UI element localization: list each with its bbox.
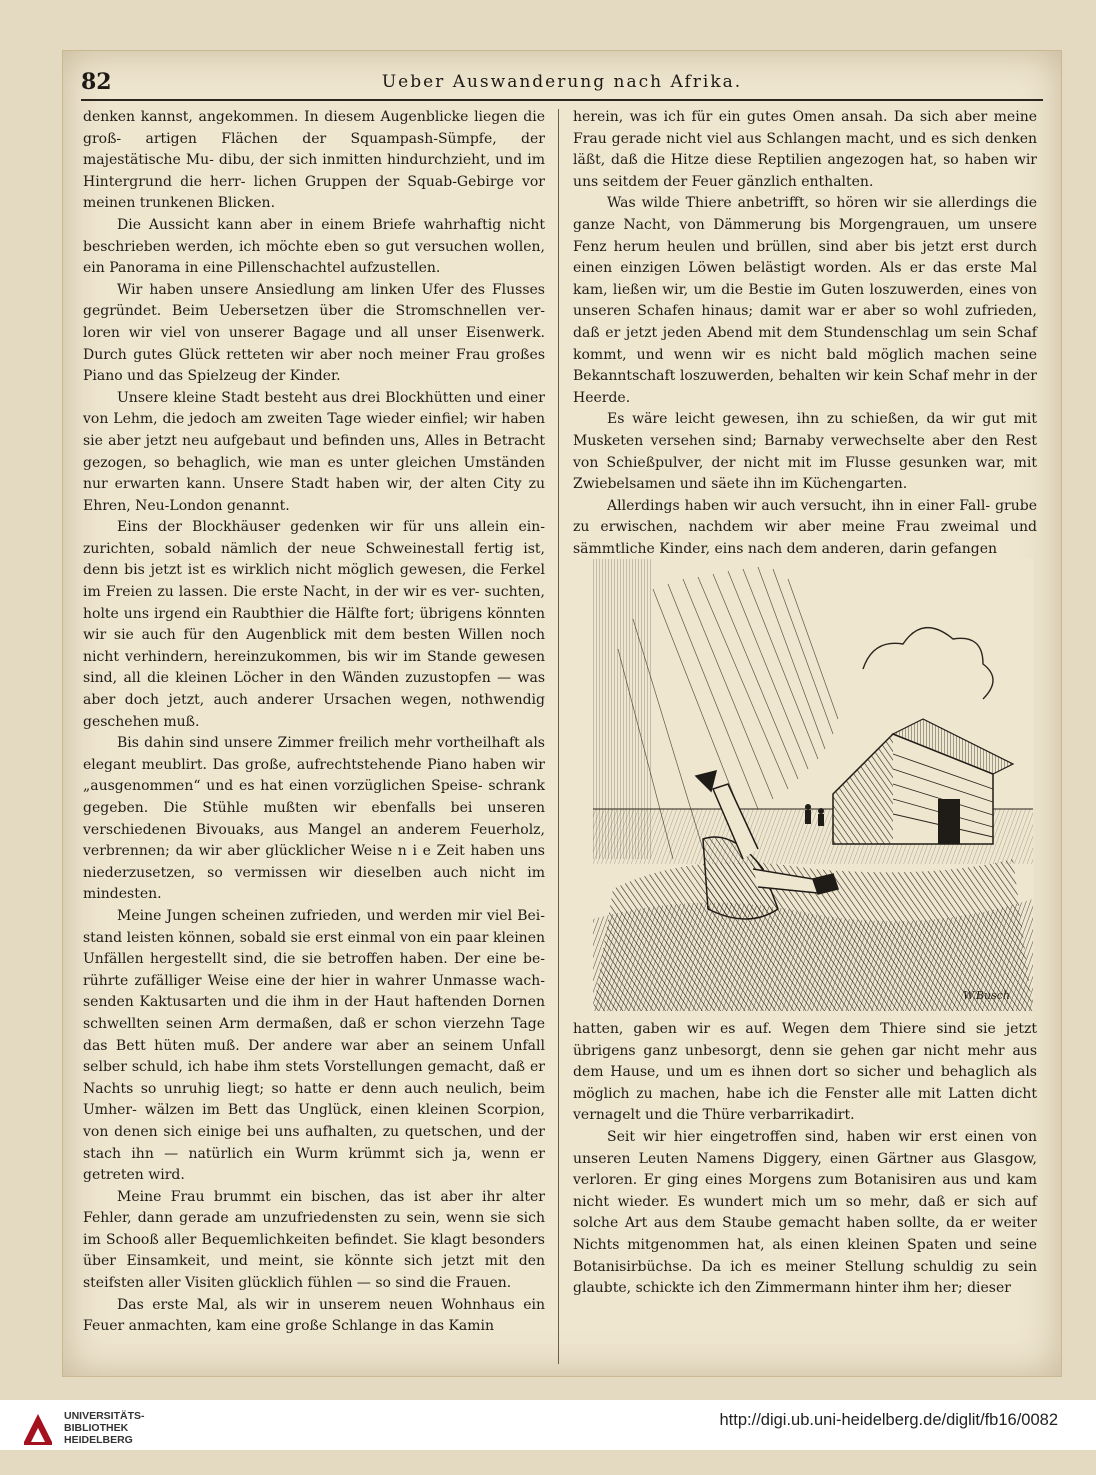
paragraph: Unsere kleine Stadt besteht aus drei Blockhütten und einer von Lehm, die jedoch am zweiten Tage wieder einfiel; wir haben sie aber jetzt neu aufgebaut und befinden uns, Alles in Betracht gezogen, so behaglich, wie man es unter gleichen Umständen nur erwarten kann. Unsere Stadt haben wir, der alten City zu Ehren, Neu-London genannt. [83,389,545,514]
paragraph: denken kannst, angekommen. In diesem Augenblicke liegen die groß- artigen Flächen der Squampash-Sümpfe, der majestätische Mu- dibu, der sich inmitten hindurchzieht, und im Hintergrund die herr- lichen Gruppen der Squab-Gebirge vor meinen trunkenen Blicken. [83,109,545,212]
paragraph: Allerdings haben wir auch versucht, ihn in einer Fall- grube zu erwischen, nachdem wir aber meine Frau zweimal und sämmtliche Kinder, eins nach dem anderen, darin gefangen [573,497,1037,557]
library-name-line: UNIVERSITÄTS- [64,1410,145,1422]
paragraph: herein, was ich für ein gutes Omen ansah. Da sich aber meine Frau gerade nicht viel aus Schlangen macht, und es sich denken läßt, daß die Hitze diese Reptilien angezogen hat, so haben wir uns seitdem der Feuer gänzlich enthalten. [573,109,1037,190]
paragraph: Wir haben unsere Ansiedlung am linken Ufer des Flusses gegründet. Beim Uebersetzen über die Stromschnellen ver- loren wir viel von unserer Bagage und all unser Eisenwerk. Durch gutes Glück retteten wir aber noch meiner Frau großes Piano und das Spielzeug der Kinder. [83,281,545,385]
paragraph: Die Aussicht kann aber in einem Briefe wahrhaftig nicht beschrieben werden, ich möchte eben so gut versuchen wollen, ein Panorama in eine Pillenschachtel aufzustellen. [83,216,545,277]
page-header [81,67,1043,97]
paragraph: Was wilde Thiere anbetrifft, so hören wir sie allerdings die ganze Nacht, von Dämmerung bis Morgengrauen, um unsere Fenz herum heulen und brüllen, sind aber bis jetzt erst durch einen einzigen Löwen belästigt worden. Als er das erste Mal kam, ließen wir, um die Bestie im Guten loszuwerden, eines von unseren Schafen hinaus; damit war er aber so wohl zufrieden, daß er jetzt jeden Abend mit dem Stundenschlag um sein Schaf kommt, und wenn wir es nicht bald möglich machen seine Bekanntschaft loszuwerden, behalten wir kein Schaf mehr in der Heerde. [573,195,1037,406]
right-column-bottom [573,1019,1037,1300]
library-name-line: BIBLIOTHEK [64,1422,129,1434]
university-logo-icon[interactable] [18,1408,58,1448]
column-divider [558,109,559,1364]
paragraph: Eins der Blockhäuser gedenken wir für uns allein ein- zurichten, sobald nämlich der neue Schweinestall fertig ist, denn bis jetzt ist es wirklich nicht möglich gewesen, die Ferkel im Freien zu lassen. Die erste Nacht, in der wir es ver- suchten, holte uns irgend ein Raubthier die Hälfte fort; übrigens könnten wir sie auch für den Augenblick mit dem besten Willen noch nicht verhindern, hereinzukommen, bis wir im Stande gewesen sind, all die kleinen Löcher in den Wänden zuzustopfen — was aber doch jetzt, auch anderer Ursachen wegen, nothwendig geschehen muß. [83,519,545,730]
artist-signature: W.Busch [963,989,1010,1002]
woodcut-illustration [593,559,1033,1011]
running-title: Ueber Auswanderung nach Afrika. [381,72,743,92]
paragraph: Meine Frau brummt ein bischen, das ist aber ihr alter Fehler, dann gerade am unzufriedensten zu sein, wenn sie sich im Schooß aller Bequemlichkeiten befindet. Sie klagt besonders über Einsamkeit, und meint, sie könnte sich jetzt mit den steifsten aller Visiten glücklich fühlen — so sind die Frauen. [83,1188,545,1292]
header-rule [81,99,1043,101]
book-page [62,50,1062,1377]
left-column [83,107,545,1362]
permalink-url[interactable]: http://digi.ub.uni-heidelberg.de/diglit/fb16/0082 [719,1411,1058,1429]
paragraph: Es wäre leicht gewesen, ihn zu schießen, da wir gut mit Musketen versehen sind; Barnaby verwechselte aber den Rest von Schießpulver, der nicht mit im Flusse gesunken war, mit Zwiebelsamen und säete ihn im Küchengarten. [573,411,1037,493]
library-name[interactable] [64,1410,145,1446]
page-number: 82 [81,69,112,95]
paragraph: Das erste Mal, als wir in unserem neuen Wohnhaus ein Feuer anmachten, kam eine große Schlange in das Kamin [83,1296,545,1335]
right-column-top [573,107,1037,560]
paragraph: Bis dahin sind unsere Zimmer freilich mehr vortheilhaft als elegant meublirt. Das große, aufrechtstehende Piano haben wir „ausgenommen“ und es hat einen vorzüglichen Speise- schrank gegeben. Die Stühle mußten wir ebenfalls bei unseren verschiedenen Bivouaks, aus Mangel an anderem Feuerholz, verbrennen; da wir aber glücklicher Weise n i e Zeit haben uns niederzusetzen, so vermissen wir dieselben auch nicht im mindesten. [83,735,545,903]
paragraph: hatten, gaben wir es auf. Wegen dem Thiere sind sie jetzt übrigens ganz unbesorgt, denn sie gehen gar nicht mehr aus dem Hause, und um es ihnen dort so sicher und behaglich als möglich zu machen, habe ich die Fenster alle mit Latten dicht vernagelt und die Thüre verbarrikadirt. [573,1021,1037,1124]
paragraph: Meine Jungen scheinen zufrieden, und werden mir viel Bei- stand leisten können, sobald sie erst einmal von ein paar kleinen Unfällen hergestellt sind, die sie betroffen haben. Der eine be- rührte zufälliger Weise eine der hier in wahrer Unmasse wach- senden Kaktusarten und die ihm in der Haut haftenden Dornen schwellten seinen Arm dermaßen, daß er schon vierzehn Tage das Bett hüten muß. Der andere war aber an seinem Unfall selber schuld, ich habe ihm stets Vorstellungen gemacht, daß er Nachts so unruhig liegt; so hatte er denn auch neulich, beim Umher- wälzen im Bett das Unglück, einen kleinen Scorpion, von denen sich einige bei uns aufhalten, zu quetschen, und der stach ihn — natürlich ein Wurm krümmt sich ja, wenn er getreten wird. [83,907,545,1184]
paragraph: Seit wir hier eingetroffen sind, haben wir erst einen von unseren Leuten Namens Diggery, einen Gärtner aus Glasgow, verloren. Er ging eines Morgens zum Botanisiren aus und kam nicht wieder. Es wundert mich um so mehr, daß er sich auf solche Art aus dem Staube gemacht haben sollte, da er weiter Nichts mitgenommen hat, als einen kleinen Spaten und seine Botanisirbüchse. Da ich es meiner Stellung schuldig zu sein glaubte, schickte ich den Zimmermann hinter ihm her; dieser [573,1128,1037,1297]
library-name-line: HEIDELBERG [64,1434,133,1446]
